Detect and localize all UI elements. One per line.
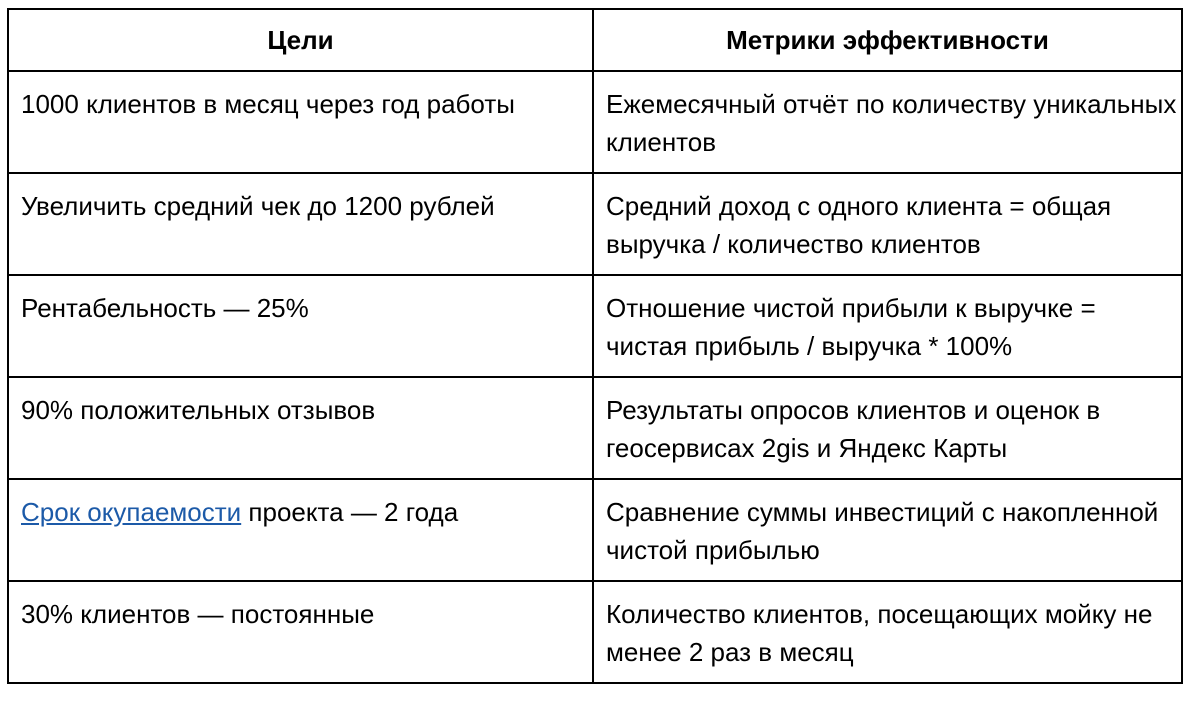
metric-cell: Ежемесячный отчёт по количеству уникальных клиентов <box>593 71 1182 173</box>
table-row <box>8 479 1182 581</box>
table-row <box>8 173 1182 275</box>
goal-cell: Рентабельность — 25% <box>8 275 593 377</box>
metric-cell: Отношение чистой прибыли к выручке = чистая прибыль / выручка * 100% <box>593 275 1182 377</box>
payback-link[interactable]: Срок окупаемости <box>21 497 242 527</box>
goal-cell: Увеличить средний чек до 1200 рублей <box>8 173 593 275</box>
goals-metrics-table <box>7 8 1183 684</box>
metric-cell: Результаты опросов клиентов и оценок в геосервисах 2gis и Яндекс Карты <box>593 377 1182 479</box>
header-metrics: Метрики эффективности <box>593 9 1182 71</box>
table-row <box>8 377 1182 479</box>
goal-cell: 30% клиентов — постоянные <box>8 581 593 683</box>
goal-cell <box>8 479 593 581</box>
goal-cell: 90% положительных отзывов <box>8 377 593 479</box>
table-row <box>8 275 1182 377</box>
table-row <box>8 581 1182 683</box>
metric-cell: Средний доход с одного клиента = общая выручка / количество клиентов <box>593 173 1182 275</box>
goal-text: проекта — 2 года <box>241 497 459 527</box>
goal-cell: 1000 клиентов в месяц через год работы <box>8 71 593 173</box>
metric-cell: Сравнение суммы инвестиций с накопленной чистой прибылью <box>593 479 1182 581</box>
header-row <box>8 9 1182 71</box>
table-row <box>8 71 1182 173</box>
metric-cell: Количество клиентов, посещающих мойку не менее 2 раз в месяц <box>593 581 1182 683</box>
header-goals: Цели <box>8 9 593 71</box>
